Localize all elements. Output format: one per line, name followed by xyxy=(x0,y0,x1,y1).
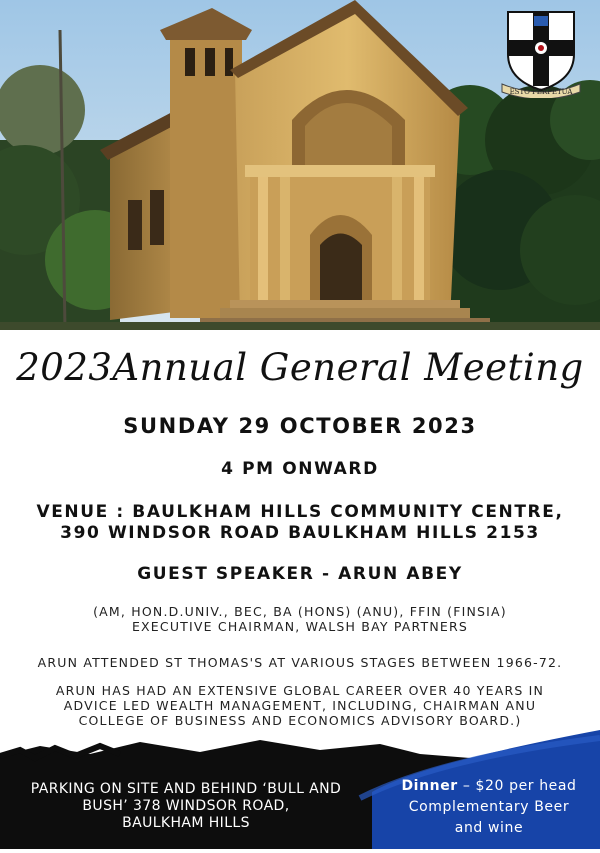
crest-motto: ESTO PERPETUA xyxy=(509,88,573,96)
speaker-career xyxy=(0,683,600,728)
dinner-line-3: and wine xyxy=(454,820,524,836)
speaker-attended: ARUN ATTENDED ST THOMAS'S AT VARIOUS STAGES BETWEEN 1966-72. xyxy=(37,655,563,670)
career-line-3: COLLEGE OF BUSINESS AND ECONOMICS ADVISORY BOARD.) xyxy=(78,713,522,728)
career-line-1: ARUN HAS HAD AN EXTENSIVE GLOBAL CAREER OVER 40 YEARS IN xyxy=(55,683,545,698)
parking-info xyxy=(0,781,372,832)
event-date: SUNDAY 29 OCTOBER 2023 xyxy=(123,414,477,438)
venue-line-1: VENUE : BAULKHAM HILLS COMMUNITY CENTRE, xyxy=(36,502,564,522)
parking-line-1: PARKING ON SITE AND BEHIND ‘BULL AND xyxy=(30,781,342,797)
event-title: 2023Annual General Meeting xyxy=(16,346,584,389)
guest-speaker: GUEST SPEAKER - ARUN ABEY xyxy=(137,564,463,584)
parking-line-3: BAULKHAM HILLS xyxy=(122,815,250,831)
venue-line-2: 390 WINDSOR ROAD BAULKHAM HILLS 2153 xyxy=(60,523,540,543)
event-venue xyxy=(0,502,600,544)
school-crest-logo xyxy=(500,6,582,98)
speaker-credentials xyxy=(0,604,600,634)
dinner-price: – $20 per head xyxy=(457,778,577,794)
credentials-line-2: EXECUTIVE CHAIRMAN, WALSH BAY PARTNERS xyxy=(131,619,469,634)
dinner-info xyxy=(378,776,600,839)
event-time: 4 PM ONWARD xyxy=(221,459,379,479)
credentials-line-1: (AM, HON.D.UNIV., BEC, BA (HONS) (ANU), FFIN (FINSIA) xyxy=(93,604,507,619)
dinner-line-1 xyxy=(378,776,600,797)
dinner-label: Dinner xyxy=(401,778,458,794)
career-line-2: ADVICE LED WEALTH MANAGEMENT, INCLUDING, CHAIRMAN ANU xyxy=(63,698,537,713)
dinner-line-2: Complementary Beer xyxy=(408,799,570,815)
parking-line-2: BUSH’ 378 WINDSOR ROAD, xyxy=(82,798,290,814)
